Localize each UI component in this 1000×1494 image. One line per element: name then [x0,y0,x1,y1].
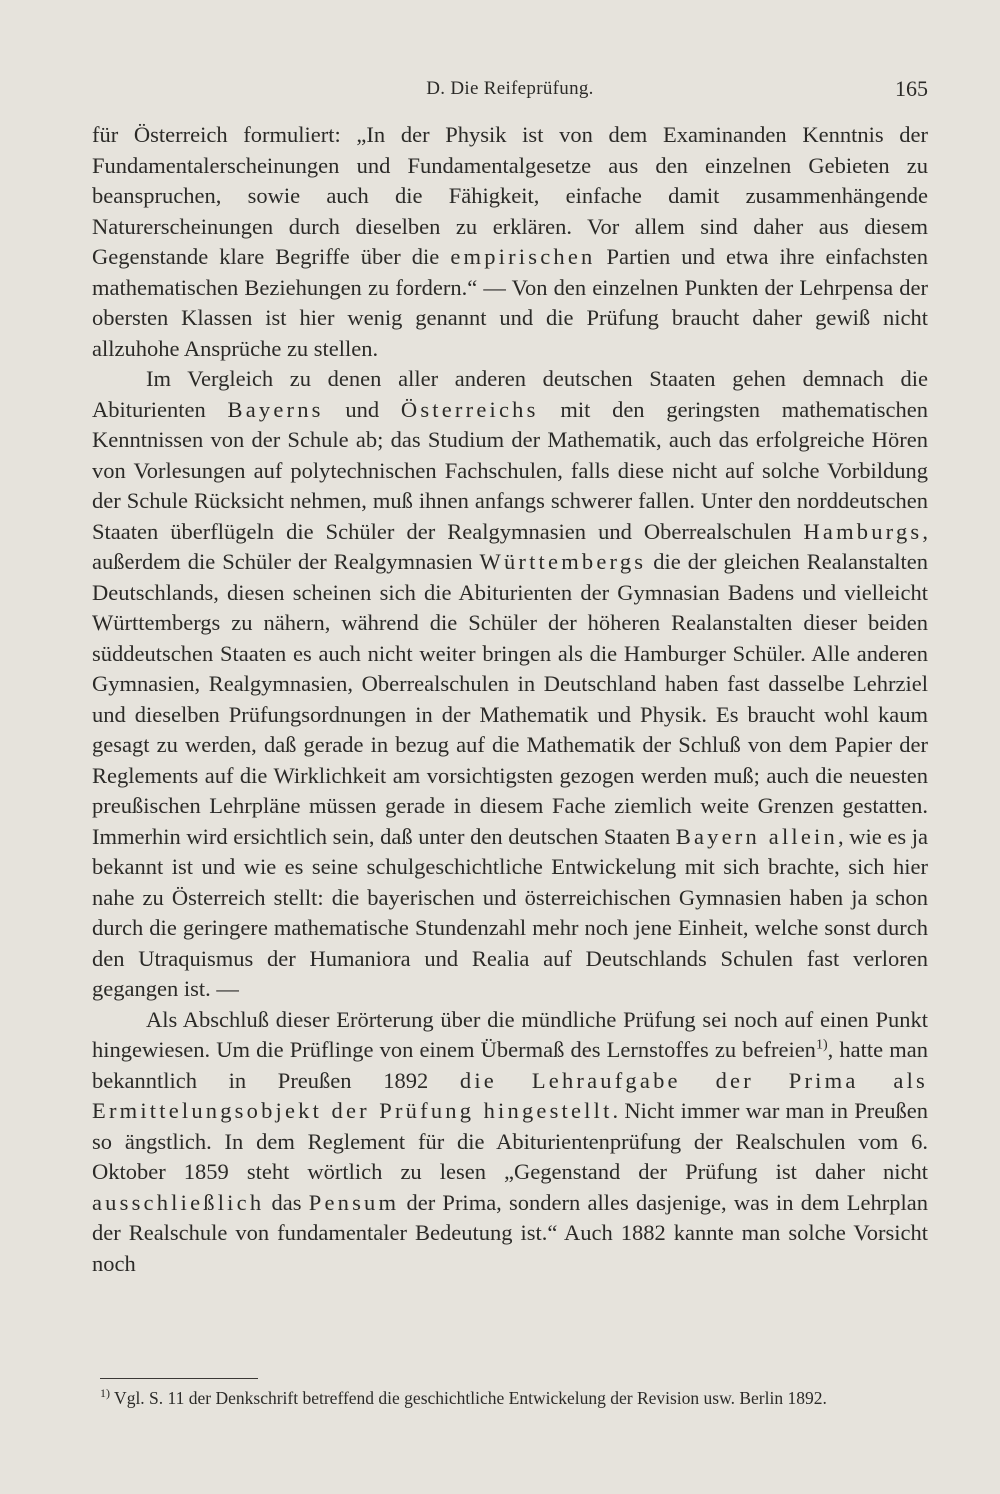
text-run: für Österreich formuliert: „In der Physik ist von dem Examinanden Kenntnis der Fundamentalerscheinungen und Fundamentalgesetze aus den einzelnen Gebieten zu beanspruchen, sowie auch die Fähigkeit, einfache damit zusammenhängende Naturerscheinungen durch dieselben zu erklären. Vor allem sind daher aus diesem Gegenstande klare Begriffe über die [92,122,928,269]
spaced-emphasis: ausschließlich [92,1189,265,1215]
footnote-text: Vgl. S. 11 der Denkschrift betreffend die geschichtliche Entwickelung der Revision usw. Berlin 1892. [110,1388,827,1408]
spaced-emphasis: Bayern allein [675,823,838,849]
paragraph [92,364,928,1005]
footnote-mark: 1) [100,1386,110,1401]
page-number: 165 [895,76,928,101]
paragraph [92,120,928,364]
text-run: Partien und etwa ihre einfachsten mathematischen Beziehungen zu fordern.“ — Von den einzelnen Punkten der Lehrpensa der obersten Klassen ist hier wenig genannt und die Prüfung braucht daher gewiß nicht allzuhohe Ansprüche zu stellen. [92,244,928,361]
running-title: D. Die Reifeprüfung. [426,78,594,99]
spaced-emphasis: empirischen [450,244,596,269]
text-run: , außerdem die Schüler der Realgymnasien [92,518,928,574]
paragraph [92,1005,928,1280]
body-text [92,120,928,1279]
text-run: mit den geringsten mathematischen Kenntnissen von der Schule ab; das Studium der Mathematik, auch das erfolgreiche Hören von Vorlesungen auf polytechnischen Fachschulen, falls diese nicht auf solche Vorbildung der Schule Rücksicht nehmen, muß ihnen anfangs schwerer fallen. Unter den norddeutschen Staaten überflügeln die Schüler der Realgymnasien und Oberrealschulen [92,396,928,544]
text-run: Als Abschluß dieser Erörterung über die mündliche Prüfung sei noch auf einen Punkt hingewiesen. Um die Prüflinge von einem Übermaß des Lernstoffes zu befreien [92,1006,928,1062]
text-run: und [323,396,401,422]
text-run: der Prima, sondern alles dasjenige, was in dem Lehrplan der Realschule von fundamentaler Bedeutung ist.“ Auch 1882 kannte man solche Vorsicht noch [92,1189,928,1276]
running-head [92,76,928,104]
text-run: Im Vergleich zu denen aller anderen deutschen Staaten gehen demnach die Abiturienten [92,366,928,422]
footnote-divider [100,1378,258,1379]
spaced-emphasis: die Lehraufgabe der Prima als Ermittelungsobjekt der Prüfung hingestellt [92,1067,928,1123]
spaced-emphasis: Württembergs [479,549,647,574]
text-run: . Nicht immer war man in Preußen so ängstlich. In dem Reglement für die Abiturientenprüfung der Realschulen vom 6. Oktober 1859 steht wörtlich zu lesen „Gegenstand der Prüfung ist daher nicht [92,1098,928,1184]
footnote [100,1386,926,1411]
spaced-emphasis: Bayerns [227,396,324,422]
spaced-emphasis: Österreichs [400,396,539,422]
text-run: das [264,1189,309,1215]
text-run: , wie es ja bekannt ist und wie es seine schulgeschichtliche Entwickelung mit sich brachte, sich hier nahe zu Österreich stellt: die bayerischen und österreichischen Gymnasien haben ja schon durch die geringere mathematische Stundenzahl mehr noch jene Einheit, welche sonst durch den Utraquismus der Humaniora und Realia auf Deutschlands Schulen fast verloren gegangen ist. — [92,823,928,1001]
spaced-emphasis: Hamburgs [803,518,923,544]
footnote-reference: 1) [815,1037,828,1053]
text-run: , hatte man bekanntlich in Preußen 1892 [92,1037,928,1093]
spaced-emphasis: Pensum [308,1189,400,1215]
text-run: die der gleichen Realanstalten Deutschlands, diesen scheinen sich die Abiturienten der Gymnasian Badens und vielleicht Württembergs zu nähern, während die Schüler der höheren Realanstalten dieser beiden süddeutschen Staaten es auch nicht weiter bringen als die Hamburger Schüler. Alle anderen Gymnasien, Realgymnasien, Oberrealschulen in Deutschland haben fast dasselbe Lehrziel und dieselben Prüfungsordnungen in der Mathematik und Physik. Es braucht wohl kaum gesagt zu werden, daß gerade in bezug auf die Mathematik der Schluß von dem Papier der Reglements auf die Wirklichkeit am vorsichtigsten gezogen werden muß; auch die neuesten preußischen Lehrpläne müssen gerade in diesem Fache ziemlich weite Grenzen gestatten. Immerhin wird ersichtlich sein, daß unter den deutschen Staaten [92,549,928,849]
